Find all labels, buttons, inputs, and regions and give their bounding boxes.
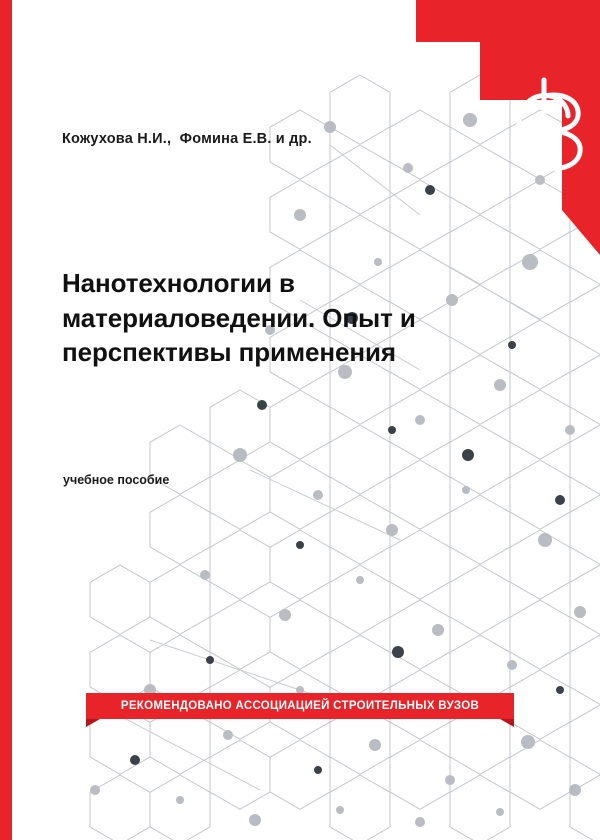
ribbon-tail-right bbox=[500, 719, 514, 727]
spine-accent-bar bbox=[0, 0, 12, 840]
publisher-logo bbox=[330, 0, 600, 260]
recommendation-ribbon bbox=[86, 693, 514, 723]
authors-line: Кожухова Н.И., Фомина Е.В. и др. bbox=[62, 131, 312, 147]
ribbon-tail-left bbox=[86, 719, 100, 727]
subtitle: учебное пособие bbox=[63, 473, 170, 487]
page-title: Нанотехнологии в материаловедении. Опыт и перспективы применения bbox=[62, 268, 416, 368]
ribbon-label: РЕКОМЕНДОВАНО АССОЦИАЦИЕЙ СТРОИТЕЛЬНЫХ ВУЗОВ bbox=[120, 700, 480, 712]
